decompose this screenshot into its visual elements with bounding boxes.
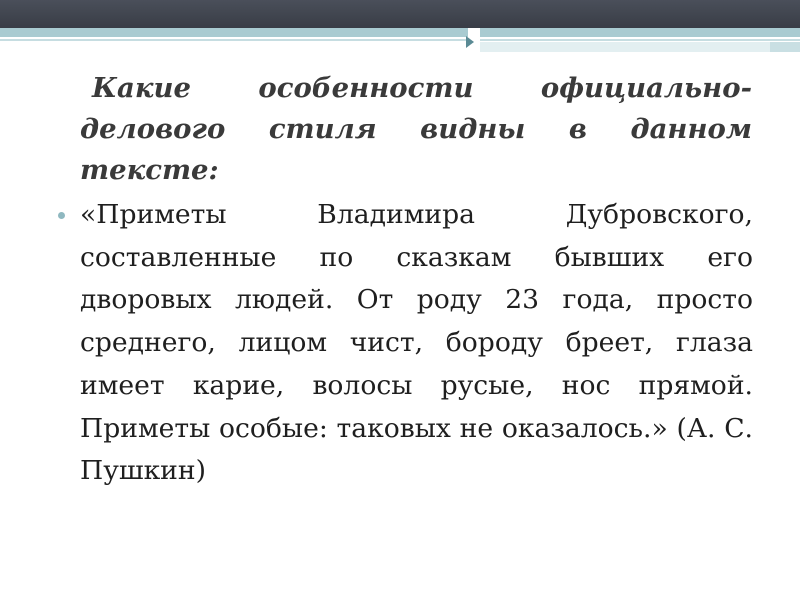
header-line-left	[0, 39, 468, 41]
header-band-light	[480, 42, 770, 52]
header-band-teal-right	[480, 28, 800, 37]
slide-body-text: «Приметы Владимира Дубровского, составленные по сказкам бывших его дворовых людей. От роду 23 года, просто среднего, лицом чист, бороду бреет, глаза имеет карие, волосы русые, нос прямой. Приметы особые: таковых не оказалось.» (А. С. Пушкин)	[80, 199, 753, 487]
arrow-icon	[466, 36, 474, 48]
bullet-icon	[58, 212, 65, 219]
slide-heading: Какие особенности официально-делового стиля видны в данном тексте:	[80, 72, 752, 186]
header-line-right	[480, 39, 800, 41]
header-band-teal-left	[0, 28, 468, 37]
header-band-light-end	[770, 42, 800, 52]
header-band-dark	[0, 0, 800, 28]
